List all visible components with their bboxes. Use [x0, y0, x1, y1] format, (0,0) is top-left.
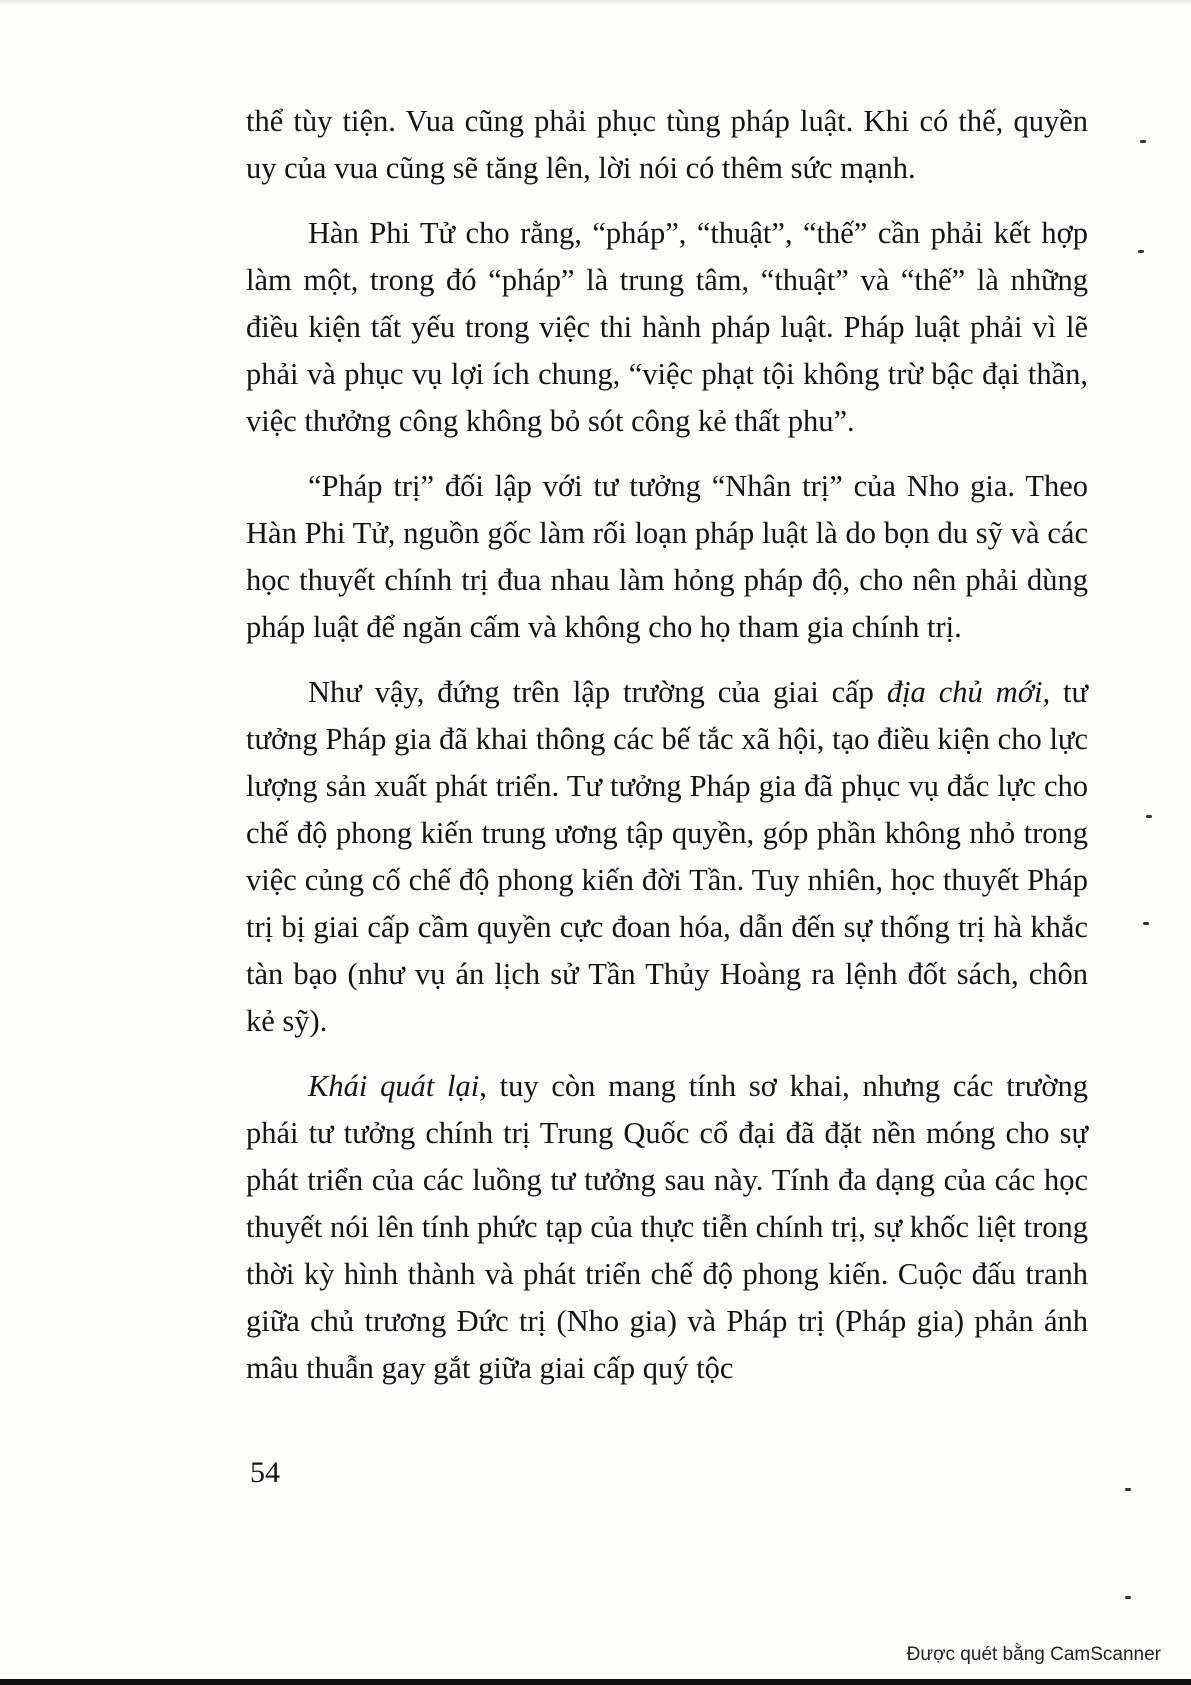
paragraph-5-text: , tuy còn mang tính sơ khai, nhưng các trường phái tư tưởng chính trị Trung Quốc cổ đại đã đặt nền móng cho sự phát triển của các luồng tư tưởng sau này. Tính đa dạng của các học thuyết nói lên tính phức tạp của thực tiễn chính trị, sự khốc liệt trong thời kỳ hình thành và phát triển chế độ phong kiến. Cuộc đấu tranh giữa chủ trương Đức trị (Nho gia) và Pháp trị (Pháp gia) phản ánh mâu thuẫn gay gắt giữa giai cấp quý tộc — [246, 1069, 1088, 1385]
page-bottom-edge — [0, 1679, 1191, 1685]
paragraph-4 — [246, 669, 1088, 1045]
paragraph-1: thể tùy tiện. Vua cũng phải phục tùng pháp luật. Khi có thế, quyền uy của vua cũng sẽ tăng lên, lời nói có thêm sức mạnh. — [246, 104, 1088, 185]
paragraph-gap — [246, 445, 1088, 463]
scan-speck — [1140, 140, 1146, 143]
scan-speck — [1125, 1596, 1131, 1599]
paragraph-4-text-a: Như vậy, đứng trên lập trường của giai cấp — [308, 675, 887, 709]
paragraph-3: “Pháp trị” đối lập với tư tưởng “Nhân trị” của Nho gia. Theo Hàn Phi Tử, nguồn gốc làm rối loạn pháp luật là do bọn du sỹ và các học thuyết chính trị đua nhau làm hỏng pháp độ, cho nên phải dùng pháp luật để ngăn cấm và không cho họ tham gia chính trị. — [246, 469, 1088, 644]
paragraph-gap — [246, 192, 1088, 210]
paragraph-4-emphasis: địa chủ mới, — [886, 675, 1051, 709]
scan-speck — [1146, 815, 1152, 818]
paragraph-gap — [246, 1045, 1088, 1063]
page-top-edge — [0, 0, 1191, 6]
paragraph-5-emphasis: Khái quát lại — [308, 1069, 480, 1103]
paragraph-2: Hàn Phi Tử cho rằng, “pháp”, “thuật”, “thế” cần phải kết hợp làm một, trong đó “pháp” là trung tâm, “thuật” và “thế” là những điều kiện tất yếu trong việc thi hành pháp luật. Pháp luật phải vì lẽ phải và phục vụ lợi ích chung, “việc phạt tội không trừ bậc đại thần, việc thưởng công không bỏ sót công kẻ thất phu”. — [246, 216, 1088, 438]
scan-speck — [1138, 250, 1144, 253]
page-number: 54 — [250, 1456, 280, 1489]
paragraph-4-text-b: tư tưởng Pháp gia đã khai thông các bế tắc xã hội, tạo điều kiện cho lực lượng sản xuất phát triển. Tư tưởng Pháp gia đã phục vụ đắc lực cho chế độ phong kiến trung ương tập quyền, góp phần không nhỏ trong việc củng cố chế độ phong kiến đời Tần. Tuy nhiên, học thuyết Pháp trị bị giai cấp cầm quyền cực đoan hóa, dẫn đến sự thống trị hà khắc tàn bạo (như vụ án lịch sử Tần Thủy Hoàng ra lệnh đốt sách, chôn kẻ sỹ). — [246, 675, 1088, 1038]
scanner-watermark: Được quét bằng CamScanner — [906, 1644, 1161, 1665]
paragraph-5 — [246, 1063, 1088, 1392]
scan-speck — [1143, 922, 1149, 925]
body-text — [246, 98, 1088, 1392]
paragraph-gap — [246, 651, 1088, 669]
scan-speck — [1125, 1488, 1131, 1491]
